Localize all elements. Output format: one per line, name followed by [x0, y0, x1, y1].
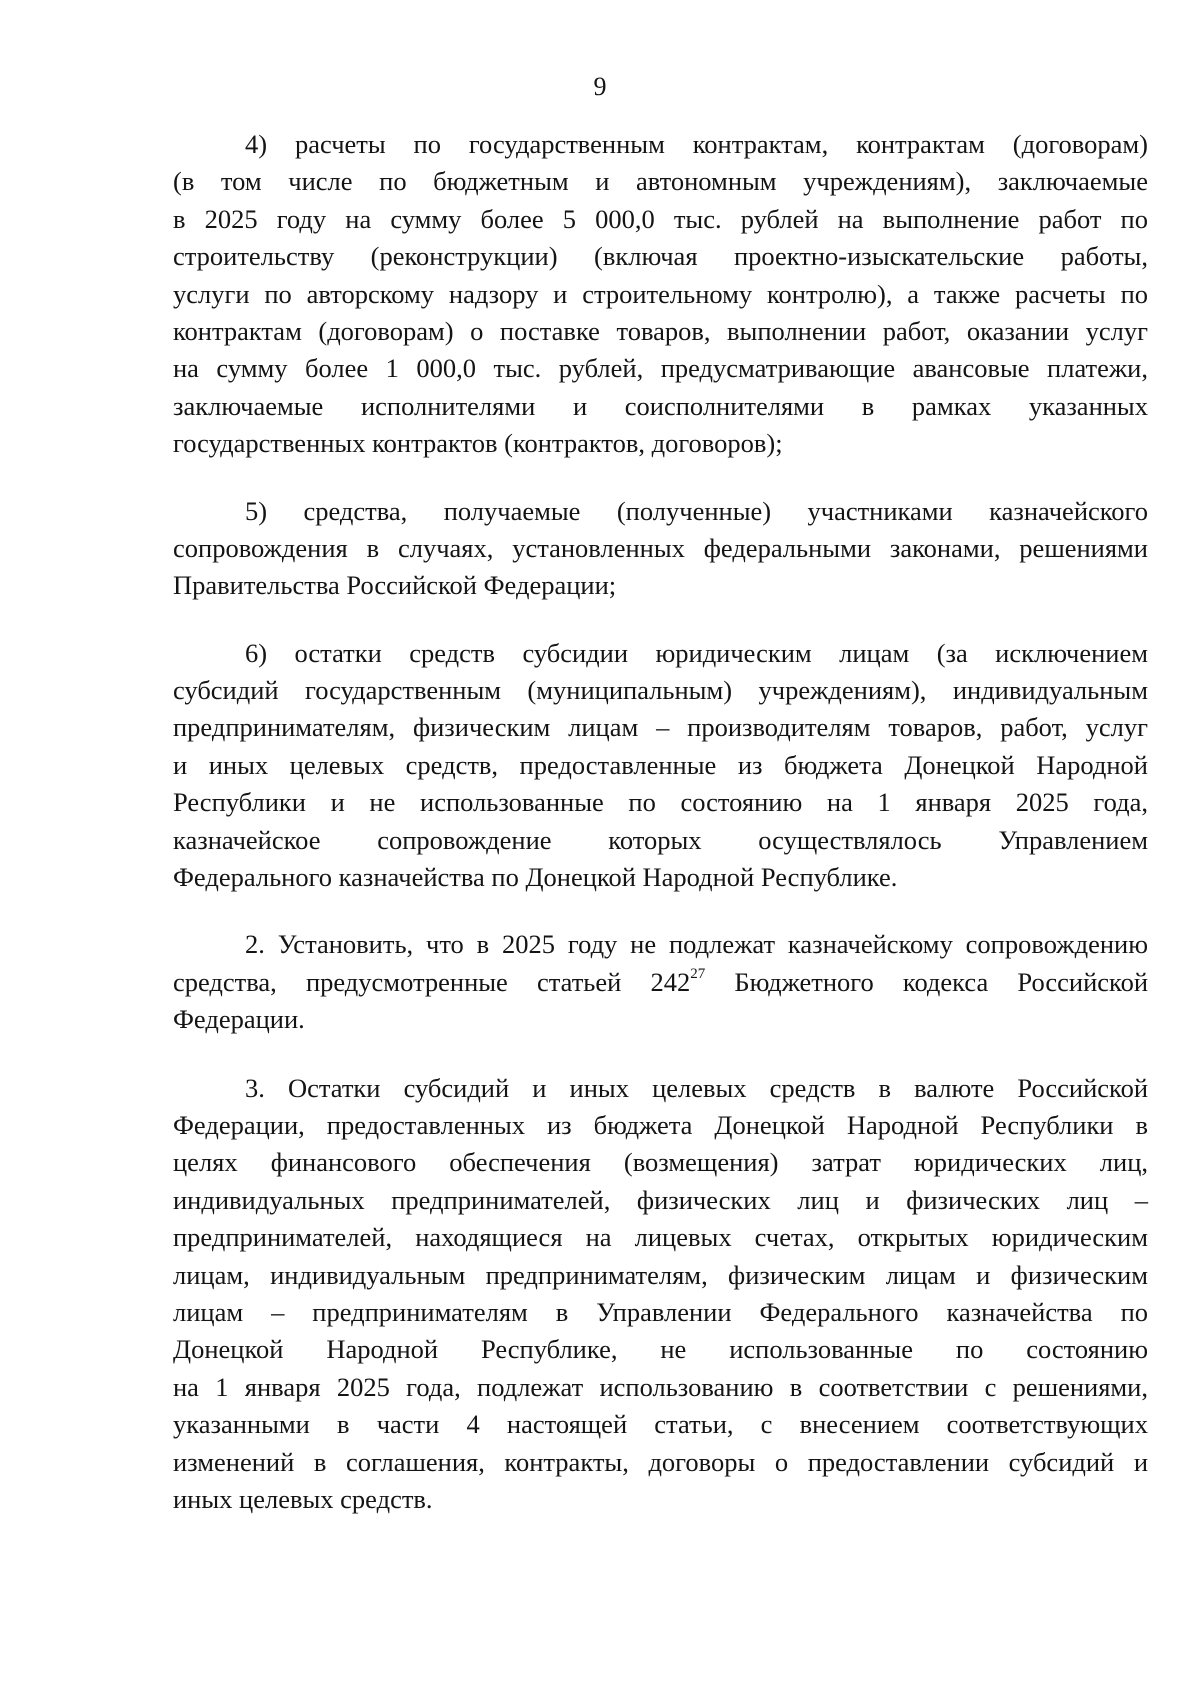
text-line: Федерации, предоставленных из бюджета Донецкой Народной Республики в — [173, 1109, 1148, 1140]
text-fragment: Бюджетного кодекса Российской — [705, 966, 1148, 997]
text-line: предпринимателей, находящиеся на лицевых счетах, открытых юридическим — [173, 1222, 1148, 1253]
paragraph-section-2 — [173, 926, 1148, 1038]
text-line: предпринимателям, физическим лицам – производителям товаров, работ, услуг — [173, 712, 1148, 743]
text-line: 3. Остатки субсидий и иных целевых средств в валюте Российской — [245, 1072, 1148, 1103]
text-line: на сумму более 1 000,0 тыс. рублей, предусматривающие авансовые платежи, — [173, 353, 1148, 384]
paragraph-item-5 — [173, 493, 1148, 605]
text-line: (в том числе по бюджетным и автономным учреждениям), заключаемые — [173, 166, 1148, 197]
text-fragment: средства, предусмотренные статьей 242 — [173, 966, 691, 997]
text-line: заключаемые исполнителями и соисполнителями в рамках указанных — [173, 390, 1148, 421]
text-line: на 1 января 2025 года, подлежат использованию в соответствии с решениями, — [173, 1371, 1148, 1402]
text-line: услуги по авторскому надзору и строительному контролю), а также расчеты по — [173, 278, 1148, 309]
paragraph-gap — [173, 463, 1148, 493]
text-line: Федерации. — [173, 1004, 305, 1035]
text-line: Федерального казначейства по Донецкой Народной Республике. — [173, 862, 898, 893]
text-line: лицам – предпринимателям в Управлении Федерального казначейства по — [173, 1296, 1148, 1327]
paragraph-gap — [173, 605, 1148, 635]
text-line: изменений в соглашения, контракты, договоры о предоставлении субсидий и — [173, 1446, 1148, 1477]
text-line: казначейское сопровождение которых осуществлялось Управлением — [173, 824, 1148, 855]
page-number: 9 — [593, 72, 607, 101]
text-line: 4) расчеты по государственным контрактам, контрактам (договорам) — [245, 129, 1148, 159]
document-body — [173, 126, 1148, 1518]
paragraph-gap — [173, 1039, 1148, 1070]
text-line: Республики и не использованные по состоянию на 1 января 2025 года, — [173, 787, 1148, 818]
text-line: субсидий государственным (муниципальным) учреждениям), индивидуальным — [173, 675, 1148, 706]
paragraph-item-6 — [173, 635, 1148, 897]
text-line: иных целевых средств. — [173, 1483, 433, 1514]
superscript-article-number: 27 — [690, 965, 706, 982]
paragraph-gap — [173, 896, 1148, 926]
text-line: 5) средства, получаемые (полученные) участниками казначейского — [245, 495, 1148, 526]
text-line: контрактам (договорам) о поставке товаров, выполнении работ, оказании услуг — [173, 315, 1148, 346]
text-line: 2. Установить, что в 2025 году не подлежат казначейскому сопровождению — [245, 929, 1148, 960]
text-line: лицам, индивидуальным предпринимателям, физическим лицам и физическим — [173, 1259, 1148, 1290]
paragraph-item-4 — [173, 126, 1148, 463]
paragraph-section-3 — [173, 1070, 1148, 1519]
text-line: в 2025 году на сумму более 5 000,0 тыс. рублей на выполнение работ по — [173, 203, 1148, 234]
text-line: сопровождения в случаях, установленных федеральными законами, решениями — [173, 532, 1148, 563]
text-line: Правительства Российской Федерации; — [173, 570, 617, 601]
text-line: индивидуальных предпринимателей, физических лиц и физических лиц – — [173, 1184, 1148, 1215]
text-line: указанными в части 4 настоящей статьи, с внесением соответствующих — [173, 1409, 1148, 1440]
text-line-with-superscript — [173, 964, 1148, 1001]
text-line: государственных контрактов (контрактов, договоров); — [173, 428, 783, 459]
text-line: Донецкой Народной Республике, не использованные по состоянию — [173, 1334, 1148, 1365]
text-line: строительству (реконструкции) (включая проектно-изыскательские работы, — [173, 241, 1148, 272]
text-line: 6) остатки средств субсидии юридическим лицам (за исключением — [245, 637, 1148, 668]
text-line: и иных целевых средств, предоставленные из бюджета Донецкой Народной — [173, 749, 1148, 780]
text-line: целях финансового обеспечения (возмещения) затрат юридических лиц, — [173, 1147, 1148, 1178]
